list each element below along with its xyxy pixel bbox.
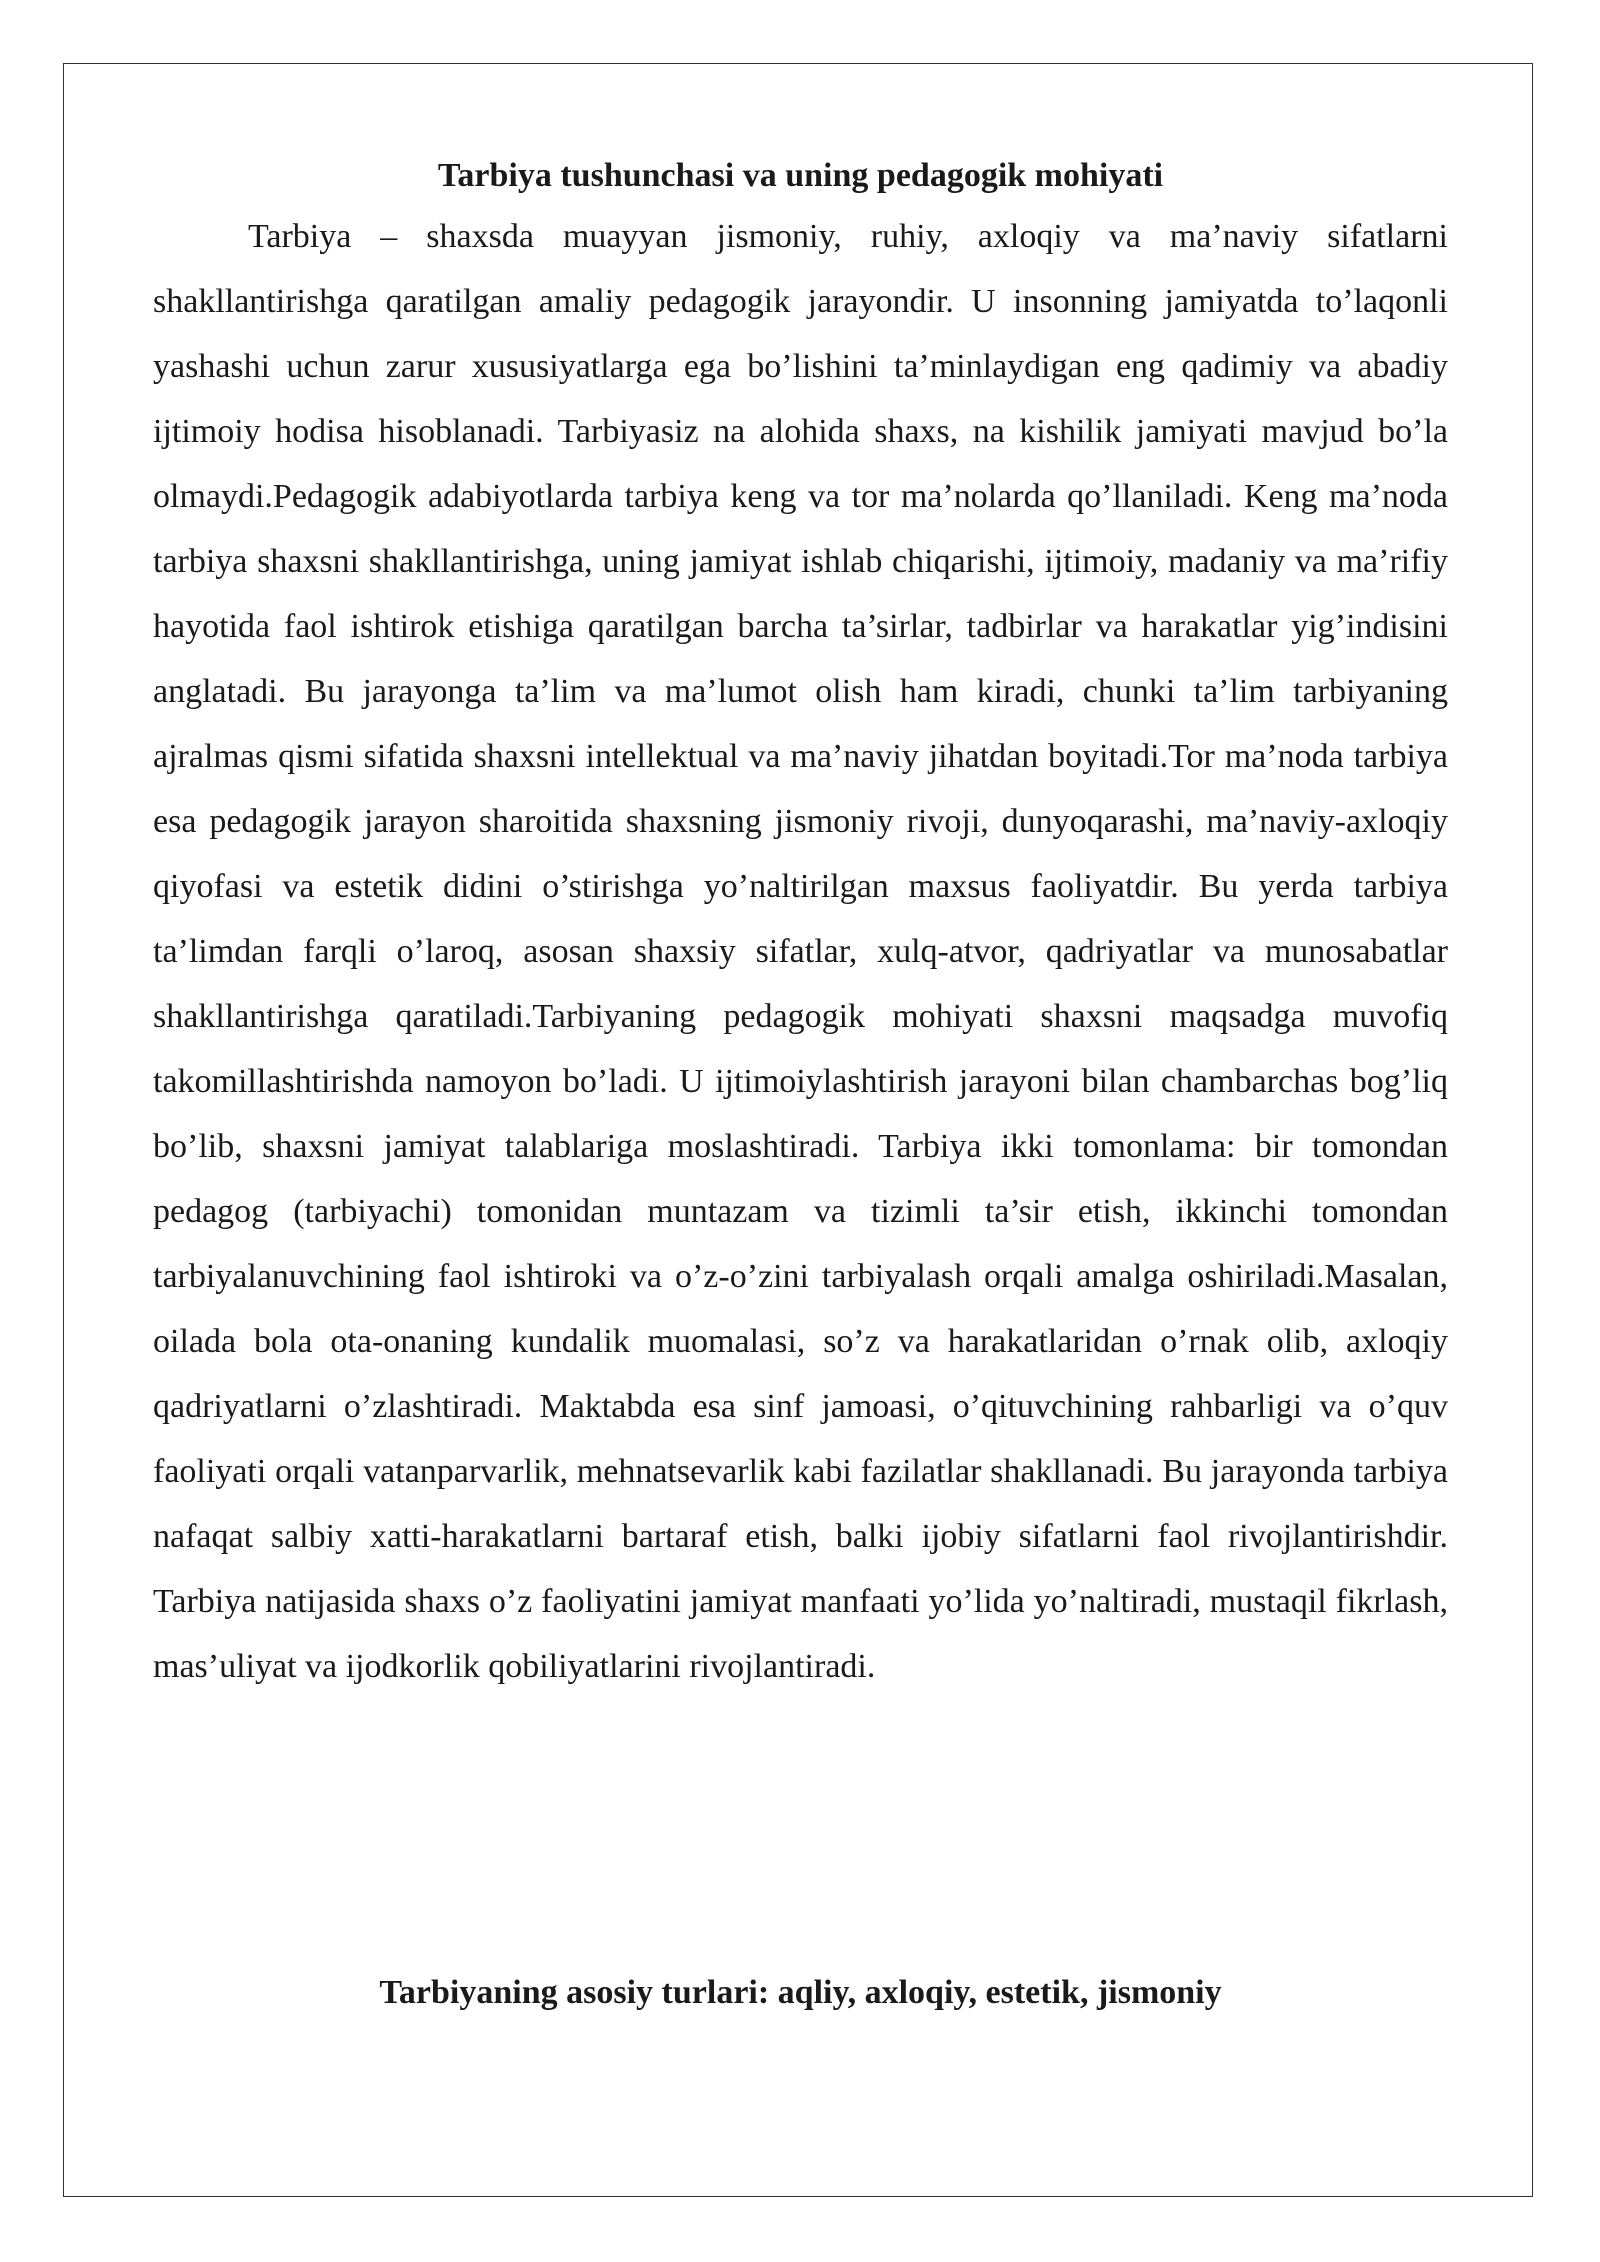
section-title-2: Tarbiyaning asosiy turlari: aqliy, axloqiy, estetik, jismoniy bbox=[379, 1974, 1222, 2011]
document-body bbox=[153, 148, 1448, 1699]
section-paragraph: Tarbiya – shaxsda muayyan jismoniy, ruhiy, axloqiy va ma’naviy sifatlarni shakllantirishga qaratilgan amaliy pedagogik jarayondir. U insonning jamiyatda to’laqonli yashashi uchun zarur xususiyatlarga ega bo’lishini ta’minlaydigan eng qadimiy va abadiy ijtimoiy hodisa hisoblanadi. Tarbiyasiz na alohida shaxs, na kishilik jamiyati mavjud bo’la olmaydi.Pedagogik adabiyotlarda tarbiya keng va tor ma’nolarda qo’llaniladi. Keng ma’noda tarbiya shaxsni shakllantirishga, uning jamiyat ishlab chiqarishi, ijtimoiy, madaniy va ma’rifiy hayotida faol ishtirok etishiga qaratilgan barcha ta’sirlar, tadbirlar va harakatlar yig’indisini anglatadi. Bu jarayonga ta’lim va ma’lumot olish ham kiradi, chunki ta’lim tarbiyaning ajralmas qismi sifatida shaxsni intellektual va ma’naviy jihatdan boyitadi.Tor ma’noda tarbiya esa pedagogik jarayon sharoitida shaxsning jismoniy rivoji, dunyoqarashi, ma’naviy-axloqiy qiyofasi va estetik didini o’stirishga yo’naltirilgan maxsus faoliyatdir. Bu yerda tarbiya ta’limdan farqli o’laroq, asosan shaxsiy sifatlar, xulq-atvor, qadriyatlar va munosabatlar shakllantirishga qaratiladi.Tarbiyaning pedagogik mohiyati shaxsni maqsadga muvofiq takomillashtirishda namoyon bo’ladi. U ijtimoiylashtirish jarayoni bilan chambarchas bog’liq bo’lib, shaxsni jamiyat talablariga moslashtiradi. Tarbiya ikki tomonlama: bir tomondan pedagog (tarbiyachi) tomonidan muntazam va tizimli ta’sir etish, ikkinchi tomondan tarbiyalanuvchining faol ishtiroki va o’z-o’zini tarbiyalash orqali amalga oshiriladi.Masalan, oilada bola ota-onaning kundalik muomalasi, so’z va harakatlaridan o’rnak olib, axloqiy qadriyatlarni o’zlashtiradi. Maktabda esa sinf jamoasi, o’qituvchining rahbarligi va o’quv faoliyati orqali vatanparvarlik, mehnatsevarlik kabi fazilatlar shakllanadi. Bu jarayonda tarbiya nafaqat salbiy xatti-harakatlarni bartaraf etish, balki ijobiy sifatlarni faol rivojlantirishdir. Tarbiya natijasida shaxs o’z faoliyatini jamiyat manfaati yo’lida yo’naltiradi, mustaqil fikrlash, mas’uliyat va ijodkorlik qobiliyatlarini rivojlantiradi. bbox=[153, 218, 1448, 1685]
section-title: Tarbiya tushunchasi va uning pedagogik mohiyati bbox=[437, 157, 1164, 194]
